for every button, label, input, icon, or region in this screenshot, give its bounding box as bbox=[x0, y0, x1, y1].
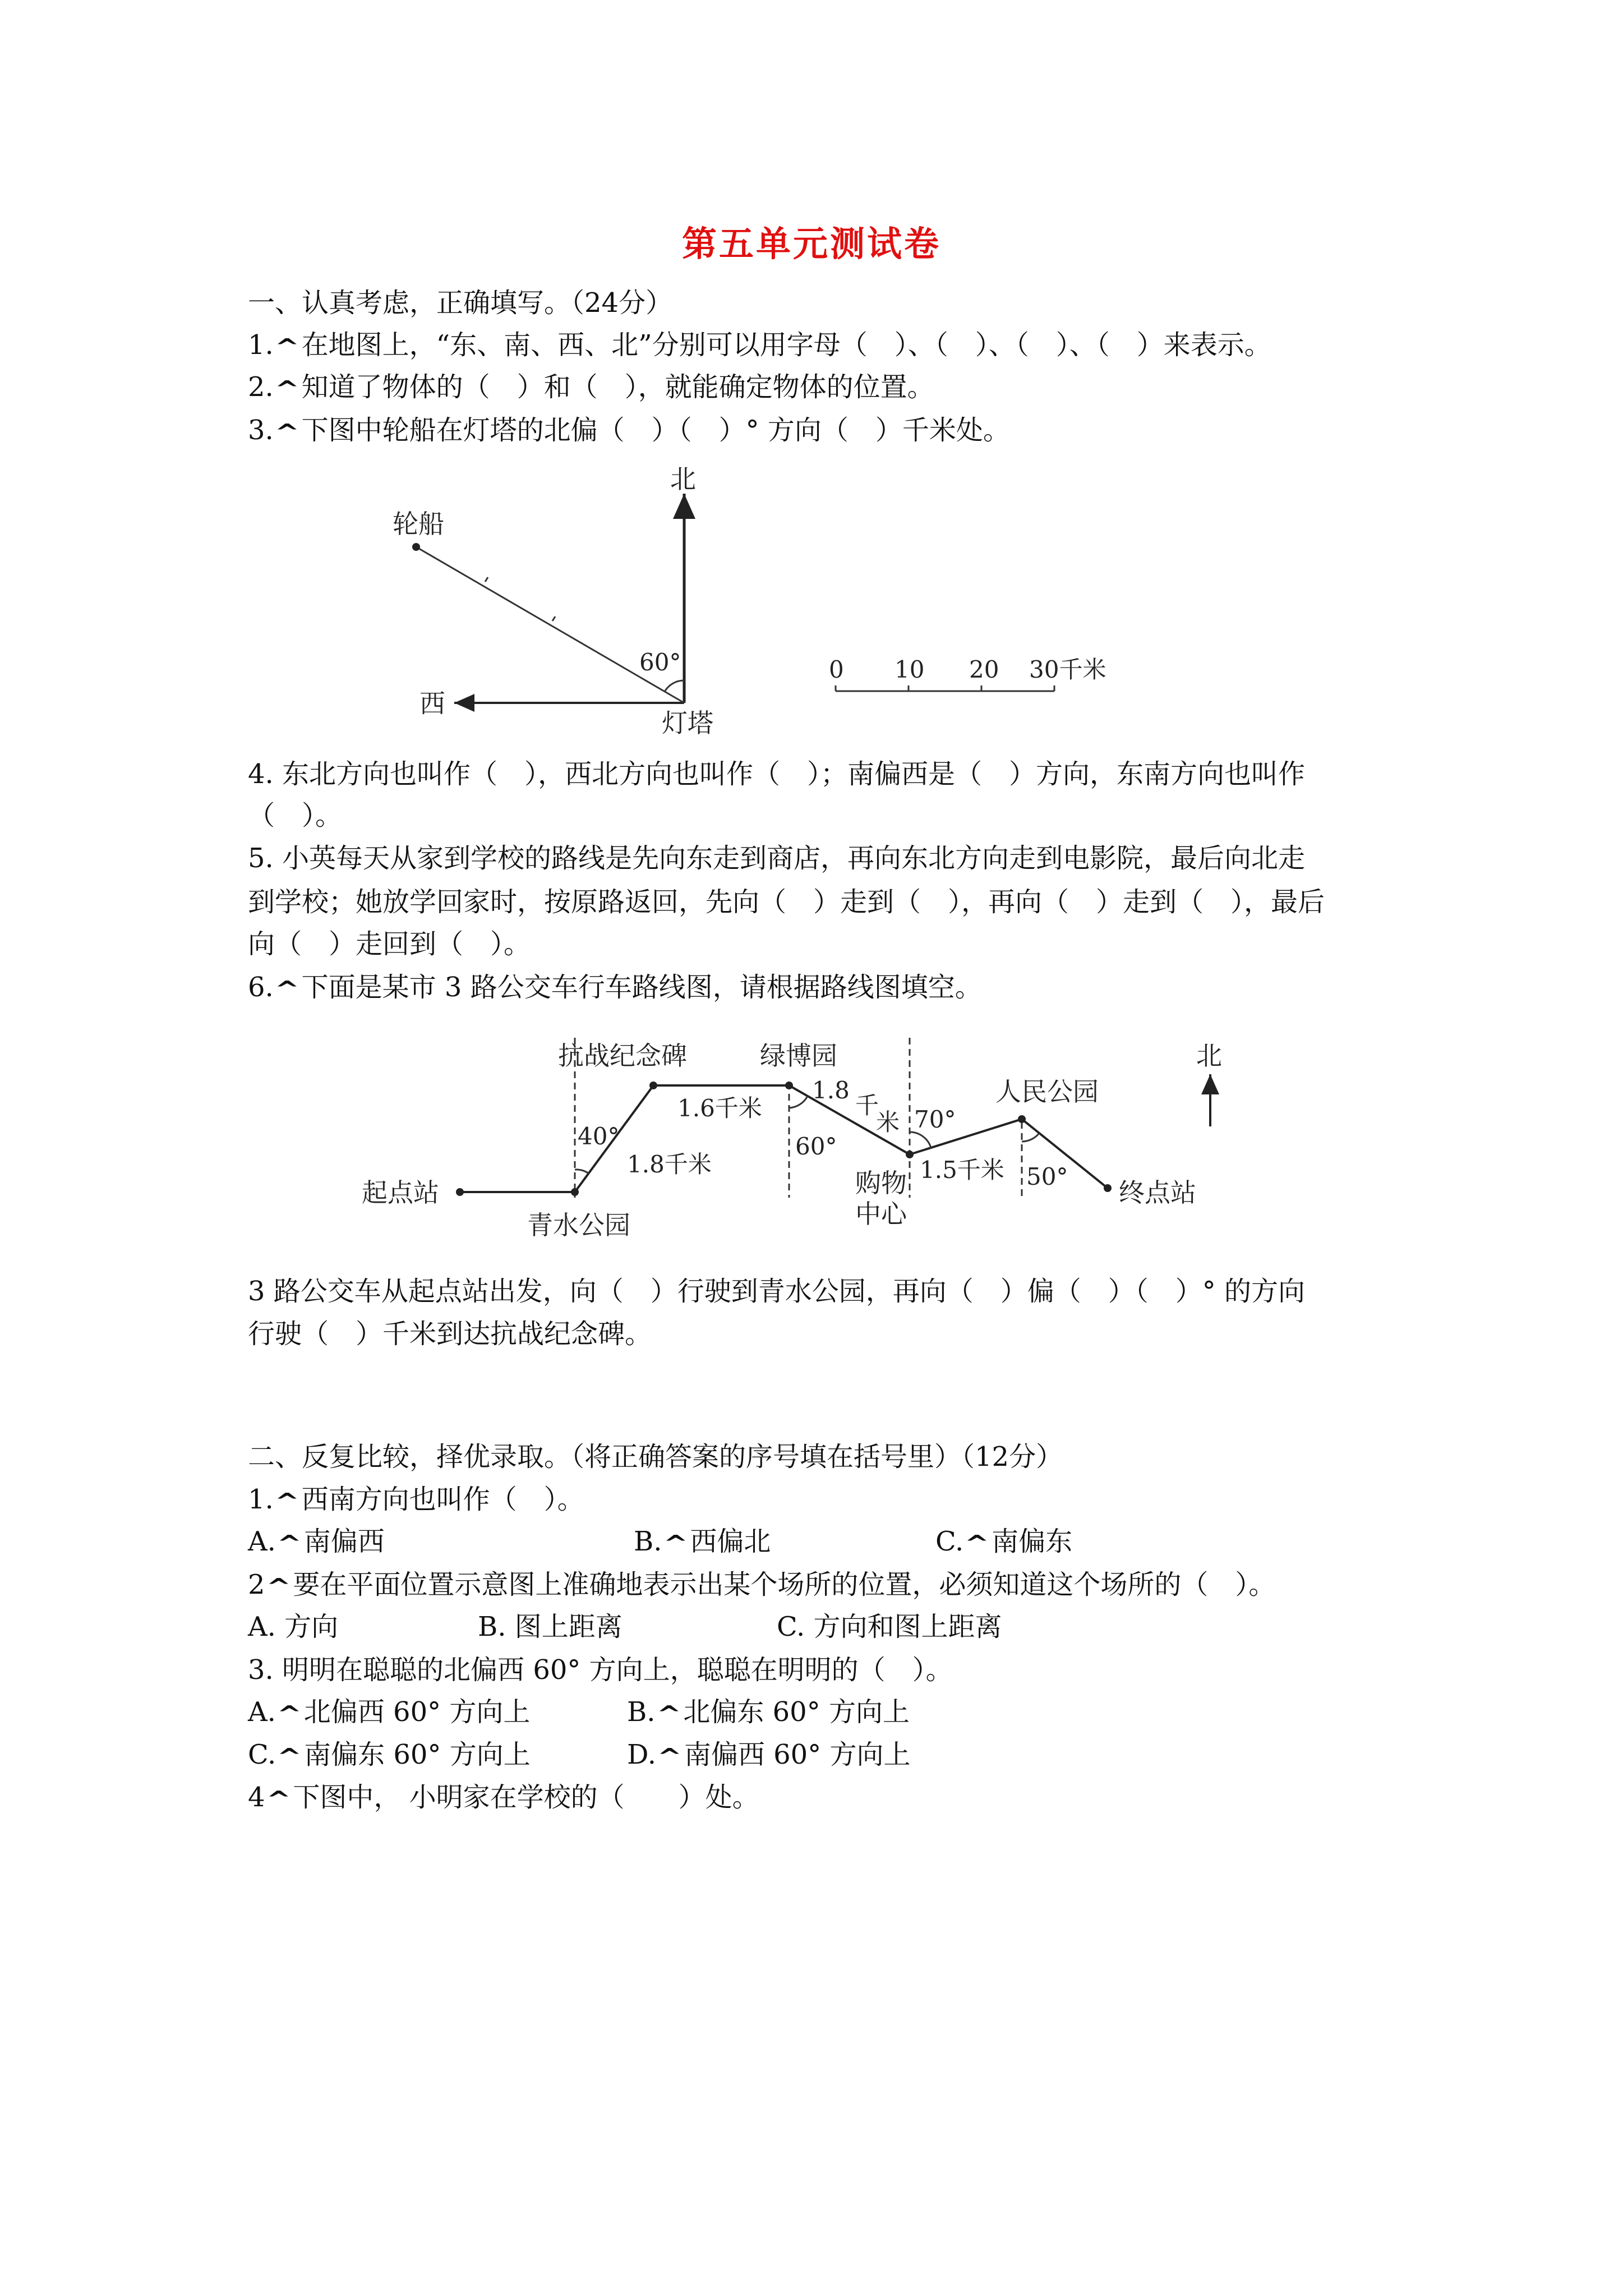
caret-icon: ^ bbox=[276, 1531, 302, 1556]
scale-label-10: 10 bbox=[895, 656, 925, 683]
question-text: 西南方向也叫作（ ）。 bbox=[301, 1484, 584, 1515]
caret-icon: ^ bbox=[274, 334, 300, 359]
question-2-3-option-a bbox=[248, 1695, 530, 1731]
route-north-label: 北 bbox=[1196, 1041, 1222, 1071]
distance-2-label: 1.6千米 bbox=[677, 1094, 762, 1122]
question-number: 6. bbox=[248, 972, 274, 1003]
distance-3-label-b: 千 bbox=[855, 1092, 879, 1119]
option-letter: B. bbox=[634, 1526, 662, 1557]
option-letter: B. bbox=[627, 1696, 656, 1728]
question-1-6-line1: 3 路公交车从起点站出发，向（ ）行驶到青水公园，再向（ ）偏（ ）（ ）° 的方向 bbox=[248, 1276, 1306, 1307]
scale-label-30: 30千米 bbox=[1029, 656, 1106, 683]
option-letter: A. bbox=[248, 1526, 276, 1557]
caret-icon: ^ bbox=[964, 1531, 990, 1556]
question-number: 2. bbox=[248, 371, 274, 403]
question-1-4-line2: （ ）。 bbox=[248, 800, 343, 831]
question-1-6-line2: 行驶（ ）千米到达抗战纪念碑。 bbox=[248, 1318, 652, 1350]
caret-icon: ^ bbox=[656, 1701, 681, 1726]
qingshui-park-label: 青水公园 bbox=[527, 1210, 630, 1240]
scale-label-0: 0 bbox=[829, 656, 844, 683]
north-label: 北 bbox=[670, 464, 696, 494]
option-letter: D. bbox=[627, 1739, 657, 1770]
caret-icon: ^ bbox=[274, 376, 300, 401]
question-1-5-line3: 向（ ）走回到（ ）。 bbox=[248, 928, 531, 960]
caret-icon: ^ bbox=[274, 977, 300, 1001]
question-2-3-option-b bbox=[627, 1695, 910, 1731]
caret-icon: ^ bbox=[657, 1744, 683, 1769]
ship-label: 轮船 bbox=[393, 509, 444, 539]
people-park-label: 人民公园 bbox=[995, 1076, 1099, 1107]
question-2-4 bbox=[248, 1780, 759, 1816]
question-1-5-line1: 5. 小英每天从家到学校的路线是先向东走到商店，再向东北方向走到电影院，最后向北走 bbox=[248, 843, 1306, 874]
question-1-4-line1: 4. 东北方向也叫作（ ），西北方向也叫作（ ）；南偏西是（ ）方向，东南方向也叫作 bbox=[248, 758, 1306, 790]
question-number: 4 bbox=[248, 1782, 265, 1813]
question-2-1-option-b bbox=[634, 1525, 771, 1560]
question-2-2-option-b: B. 图上距离 bbox=[478, 1611, 623, 1642]
angle-arc bbox=[1022, 1133, 1039, 1142]
end-station-label: 终点站 bbox=[1119, 1177, 1196, 1208]
angle-label: 60° bbox=[639, 648, 681, 676]
option-text: 南偏西 bbox=[303, 1526, 385, 1557]
stop-point bbox=[1104, 1184, 1112, 1192]
stop-point bbox=[456, 1188, 464, 1196]
scale-label-20: 20 bbox=[969, 656, 999, 683]
shopping-center-label-1: 购物 bbox=[855, 1168, 907, 1198]
caret-icon: ^ bbox=[276, 1744, 302, 1769]
question-2-1-option-a bbox=[248, 1525, 385, 1560]
stop-point bbox=[785, 1082, 793, 1089]
angle-70-label: 70° bbox=[914, 1106, 956, 1133]
section1-heading: 一、认真考虑，正确填写。（24分） bbox=[248, 287, 673, 319]
lighthouse-label: 灯塔 bbox=[662, 708, 713, 738]
caret-icon: ^ bbox=[266, 1574, 291, 1599]
distance-1-label: 1.8千米 bbox=[627, 1151, 712, 1178]
question-text: 知道了物体的（ ）和（ ），就能确定物体的位置。 bbox=[301, 371, 934, 403]
question-number: 1. bbox=[248, 329, 274, 361]
stop-point bbox=[571, 1188, 579, 1196]
question-2-3-option-d bbox=[627, 1738, 910, 1773]
option-text: 北偏西 60° 方向上 bbox=[303, 1696, 531, 1728]
question-text: 在地图上，“东、南、西、北”分别可以用字母（ ）、（ ）、（ ）、（ ）来表示。 bbox=[301, 329, 1271, 361]
distance-3-label-c: 米 bbox=[876, 1108, 900, 1136]
option-text: 南偏东 bbox=[992, 1526, 1073, 1557]
option-letter: C. bbox=[935, 1526, 964, 1557]
section2-heading: 二、反复比较，择优录取。（将正确答案的序号填在括号里）（12分） bbox=[248, 1441, 1063, 1473]
distance-3-label-a: 1.8 bbox=[812, 1076, 850, 1104]
question-text: 下图中轮船在灯塔的北偏（ ）（ ）° 方向（ ）千米处。 bbox=[301, 415, 1010, 446]
page-title: 第五单元测试卷 bbox=[681, 223, 941, 264]
question-number: 3. bbox=[248, 415, 274, 446]
stop-point bbox=[906, 1151, 914, 1158]
caret-icon: ^ bbox=[274, 420, 300, 444]
option-letter: C. bbox=[248, 1739, 276, 1770]
question-text: 下面是某市 3 路公交车行车路线图，请根据路线图填空。 bbox=[301, 972, 982, 1003]
caret-icon: ^ bbox=[663, 1531, 688, 1556]
angle-60-label: 60° bbox=[795, 1133, 837, 1160]
question-2-2-option-a: A. 方向 bbox=[248, 1611, 339, 1642]
stop-point bbox=[1018, 1115, 1026, 1123]
angle-arc bbox=[575, 1170, 589, 1174]
question-1-5-line2: 到学校；她放学回家时，按原路返回，先向（ ）走到（ ），再向（ ）走到（ ），最后 bbox=[248, 886, 1325, 918]
question-2-1 bbox=[248, 1483, 584, 1518]
angle-arc bbox=[910, 1132, 931, 1148]
caret-icon: ^ bbox=[276, 1701, 302, 1726]
question-number: 1. bbox=[248, 1484, 274, 1515]
option-text: 北偏东 60° 方向上 bbox=[683, 1696, 910, 1728]
question-2-2 bbox=[248, 1568, 1275, 1603]
caret-icon: ^ bbox=[274, 1489, 300, 1513]
option-text: 南偏西 60° 方向上 bbox=[684, 1739, 911, 1770]
shopping-center-label-2: 中心 bbox=[855, 1199, 907, 1229]
option-text: 南偏东 60° 方向上 bbox=[304, 1739, 531, 1770]
question-2-3: 3. 明明在聪聪的北偏西 60° 方向上，聪聪在明明的（ ）。 bbox=[248, 1654, 953, 1686]
question-2-3-option-c bbox=[248, 1738, 531, 1773]
distance-4-label: 1.5千米 bbox=[920, 1156, 1004, 1184]
question-2-1-option-c bbox=[935, 1525, 1072, 1560]
angle-arc bbox=[789, 1096, 808, 1108]
start-station-label: 起点站 bbox=[362, 1177, 439, 1208]
caret-icon: ^ bbox=[266, 1787, 291, 1811]
question-2-2-option-c: C. 方向和图上距离 bbox=[777, 1611, 1002, 1642]
angle-50-label: 50° bbox=[1026, 1163, 1068, 1190]
angle-40-label: 40° bbox=[578, 1122, 620, 1150]
option-text: 西偏北 bbox=[690, 1526, 771, 1557]
option-letter: A. bbox=[248, 1696, 276, 1728]
stop-point bbox=[649, 1082, 657, 1089]
question-text: 要在平面位置示意图上准确地表示出某个场所的位置，必须知道这个场所的（ ）。 bbox=[293, 1569, 1276, 1600]
west-label: 西 bbox=[419, 688, 445, 719]
question-text: 下图中， 小明家在学校的（ ）处。 bbox=[293, 1782, 759, 1813]
lvbo-park-label: 绿博园 bbox=[760, 1041, 837, 1071]
memorial-label: 抗战纪念碑 bbox=[558, 1041, 687, 1071]
question-number: 2 bbox=[248, 1569, 265, 1600]
